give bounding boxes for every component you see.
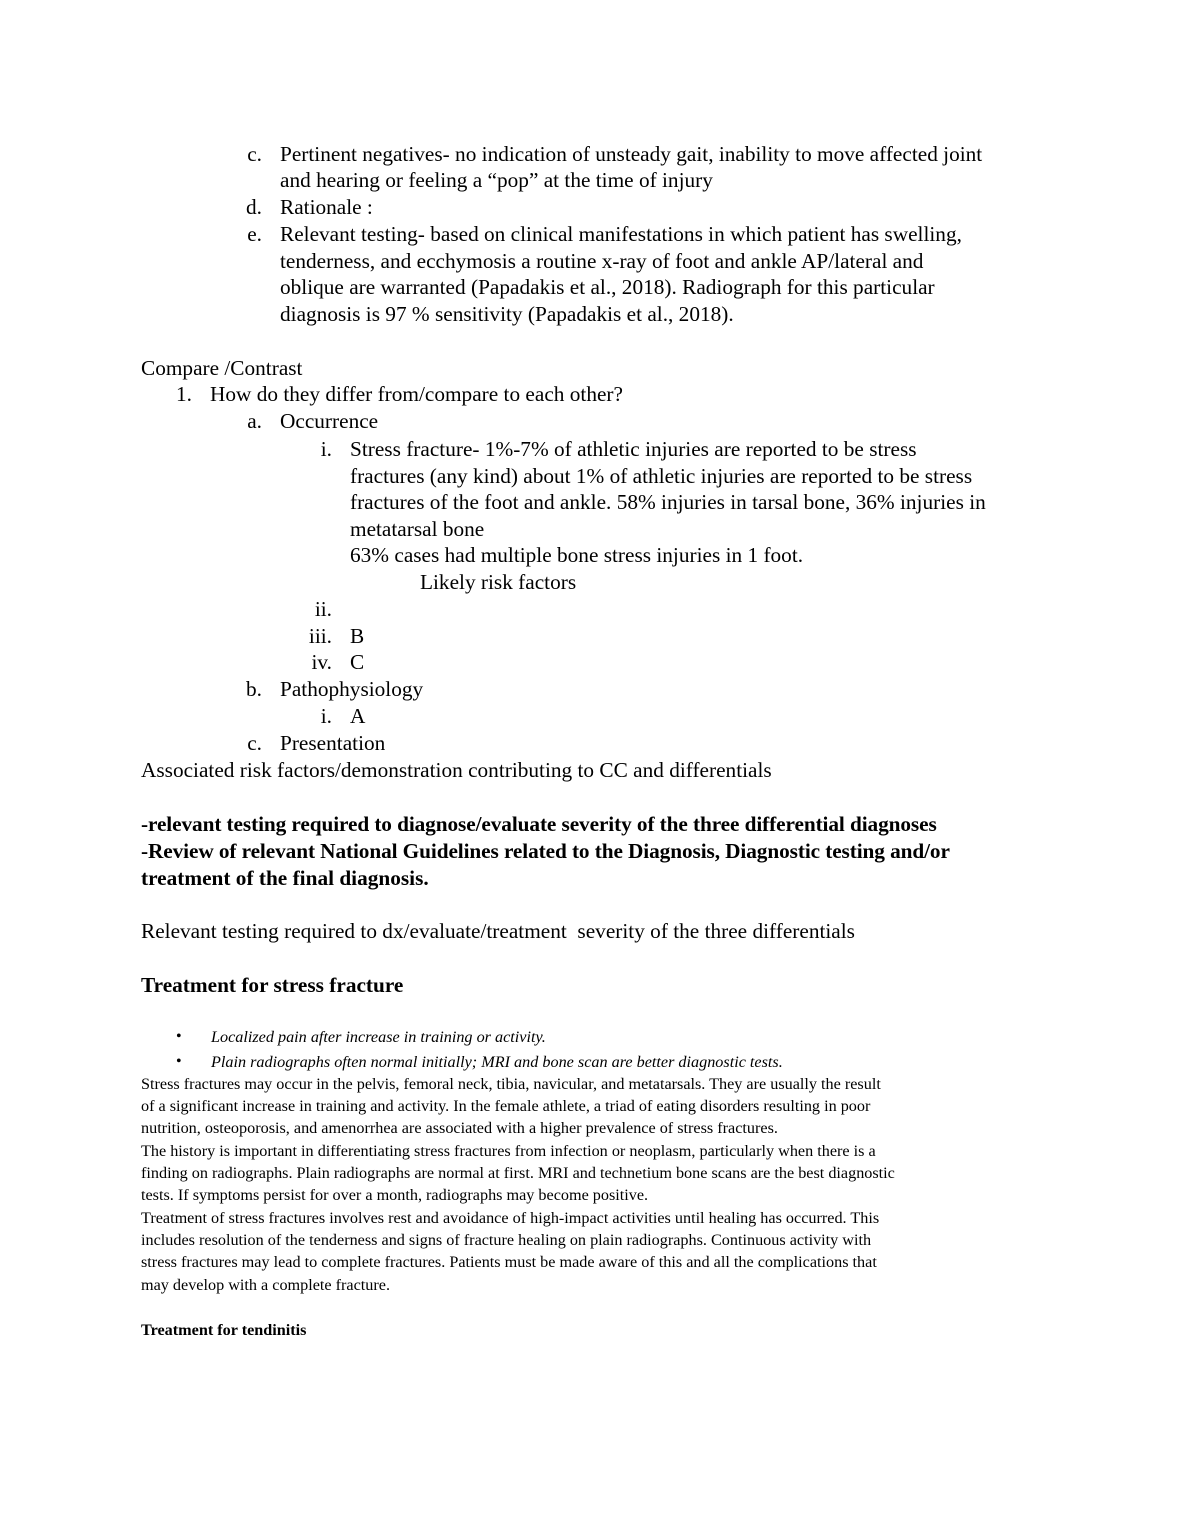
list-marker: iii. bbox=[308, 624, 332, 648]
paragraph-line: Stress fractures may occur in the pelvis, femoral neck, tibia, navicular, and metatarsals. They are usually the result bbox=[141, 1075, 881, 1093]
list-item-text: Pathophysiology bbox=[280, 677, 424, 701]
list-marker: e. bbox=[247, 222, 262, 246]
list-item-text: B bbox=[350, 624, 365, 648]
list-item-text: Occurrence bbox=[280, 409, 379, 433]
bold-line: -relevant testing required to diagnose/evaluate severity of the three differential diagnoses bbox=[141, 812, 937, 836]
list-marker: i. bbox=[320, 704, 332, 728]
list-item-text: oblique are warranted (Papadakis et al., 2018). Radiograph for this particular bbox=[280, 275, 935, 299]
paragraph-line: finding on radiographs. Plain radiographs are normal at first. MRI and technetium bone scans are the best diagnostic bbox=[141, 1164, 895, 1182]
list-marker: a. bbox=[247, 409, 262, 433]
paragraph-line: nutrition, osteoporosis, and amenorrhea are associated with a higher prevalence of stress fractures. bbox=[141, 1119, 778, 1137]
bold-line: -Review of relevant National Guidelines related to the Diagnosis, Diagnostic testing and/or bbox=[141, 839, 950, 863]
list-item-text: diagnosis is 97 % sensitivity (Papadakis et al., 2018). bbox=[280, 302, 734, 326]
paragraph: Associated risk factors/demonstration contributing to CC and differentials bbox=[141, 758, 772, 782]
paragraph: Relevant testing required to dx/evaluate/treatment severity of the three differentials bbox=[141, 919, 855, 943]
paragraph-line: The history is important in differentiating stress fractures from infection or neoplasm, particularly when there is a bbox=[141, 1142, 876, 1160]
list-marker: 1. bbox=[176, 382, 192, 406]
list-marker: i. bbox=[320, 437, 332, 461]
paragraph-line: Treatment of stress fractures involves rest and avoidance of high-impact activities until healing has occurred. This bbox=[141, 1209, 880, 1227]
list-item-text: A bbox=[350, 704, 366, 728]
bullet-text: Plain radiographs often normal initially; MRI and bone scan are better diagnostic tests. bbox=[211, 1053, 783, 1071]
bullet-text: Localized pain after increase in training or activity. bbox=[211, 1028, 546, 1046]
paragraph-line: tests. If symptoms persist for over a month, radiographs may become positive. bbox=[141, 1186, 649, 1204]
paragraph-line: includes resolution of the tenderness and signs of fracture healing on plain radiographs. Continuous activity with bbox=[141, 1231, 872, 1249]
list-marker: c. bbox=[247, 142, 262, 166]
list-marker: b. bbox=[246, 677, 262, 701]
list-marker: d. bbox=[246, 195, 262, 219]
list-marker: c. bbox=[247, 731, 262, 755]
list-item-text: fractures (any kind) about 1% of athletic injuries are reported to be stress bbox=[350, 464, 973, 488]
bullet-icon: • bbox=[176, 1053, 182, 1070]
list-marker: iv. bbox=[311, 650, 332, 674]
list-item-text: tenderness, and ecchymosis a routine x-ray of foot and ankle AP/lateral and bbox=[280, 249, 924, 273]
list-marker: ii. bbox=[314, 597, 332, 621]
bullet-icon: • bbox=[176, 1028, 182, 1045]
bold-line: treatment of the final diagnosis. bbox=[141, 866, 429, 890]
list-item-text: C bbox=[350, 650, 365, 674]
list-item-text: metatarsal bone bbox=[350, 517, 485, 541]
list-item-text: Pertinent negatives- no indication of unsteady gait, inability to move affected joint bbox=[280, 142, 983, 166]
paragraph-line: of a significant increase in training and activity. In the female athlete, a triad of eating disorders resulting in poor bbox=[141, 1097, 871, 1115]
list-item-text: Presentation bbox=[280, 731, 386, 755]
section-heading: Compare /Contrast bbox=[141, 356, 303, 380]
list-item-text: 63% cases had multiple bone stress injuries in 1 foot. bbox=[350, 543, 804, 567]
list-item-text: Stress fracture- 1%-7% of athletic injuries are reported to be stress bbox=[350, 437, 917, 461]
list-item-text: fractures of the foot and ankle. 58% injuries in tarsal bone, 36% injuries in bbox=[350, 490, 986, 514]
paragraph-line: may develop with a complete fracture. bbox=[141, 1276, 391, 1294]
paragraph-line: stress fractures may lead to complete fractures. Patients must be made aware of this and all the complications that bbox=[141, 1253, 877, 1271]
list-item-text: How do they differ from/compare to each other? bbox=[210, 382, 623, 406]
list-item-text: and hearing or feeling a “pop” at the time of injury bbox=[280, 168, 713, 192]
section-heading: Treatment for tendinitis bbox=[141, 1321, 307, 1339]
list-item-text: Likely risk factors bbox=[420, 570, 577, 594]
list-item-text: Rationale : bbox=[280, 195, 373, 219]
list-item-text: Relevant testing- based on clinical manifestations in which patient has swelling, bbox=[280, 222, 962, 246]
section-heading: Treatment for stress fracture bbox=[141, 973, 404, 997]
